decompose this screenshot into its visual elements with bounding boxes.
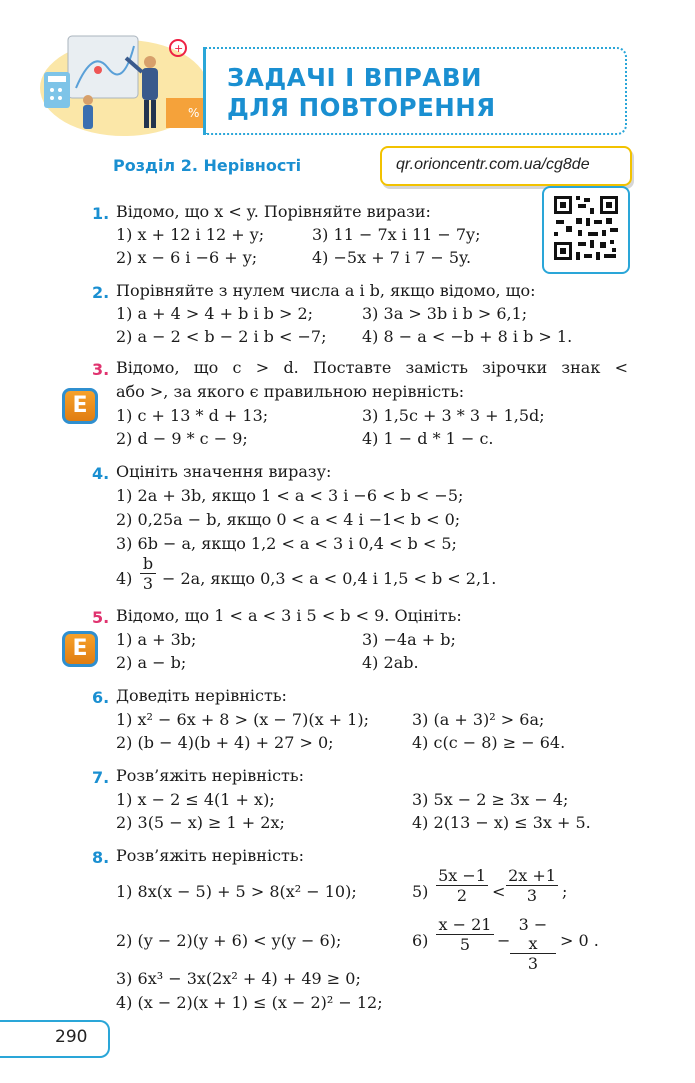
minus-sign: −: [497, 931, 511, 950]
task-8-item-label: 5): [412, 882, 429, 901]
task-2-item: 3) 3a > 3b і b > 6,1;: [362, 304, 528, 323]
task-8-number: 8.: [92, 848, 110, 867]
task-7-item: 2) 3(5 − x) ≥ 1 + 2x;: [116, 813, 285, 832]
task-8-5-fraction-left: [436, 866, 488, 905]
task-2-statement: Порівняйте з нулем числа a і b, якщо відомо, що:: [116, 281, 536, 300]
task-5-item: 3) −4a + b;: [362, 630, 456, 649]
task-8-item: 2) (y − 2)(y + 6) < y(y − 6);: [116, 931, 342, 950]
task-4-fraction: [140, 554, 156, 593]
task-6-item: 4) c(c − 8) ≥ − 64.: [412, 733, 566, 752]
greater-than-zero: > 0 .: [560, 931, 599, 950]
fraction-denominator: 5: [459, 935, 471, 954]
fraction-numerator: 5x −1: [436, 866, 488, 886]
task-8-item-label: 6): [412, 931, 429, 950]
task-8-item: 4) (x − 2)(x + 1) ≤ (x − 2)² − 12;: [116, 993, 383, 1012]
qr-code-icon: [544, 188, 628, 272]
task-3-item: 3) 1,5c + 3 * 3 + 1,5d;: [362, 406, 545, 425]
e-badge: Е: [62, 631, 98, 667]
task-4-item: 3) 6b − a, якщо 1,2 < a < 3 і 0,4 < b < 5;: [116, 534, 457, 553]
task-8-6-fraction-right: [510, 915, 556, 973]
task-7-statement: Розв’яжіть нерівність:: [116, 766, 304, 785]
task-3-item: 4) 1 − d * 1 − c.: [362, 429, 494, 448]
task-3-item: 1) c + 13 * d + 13;: [116, 406, 269, 425]
task-1-item: 1) x + 12 і 12 + y;: [116, 225, 265, 244]
task-4-item: 2) 0,25a − b, якщо 0 < a < 4 і −1< b < 0;: [116, 510, 461, 529]
fraction-numerator: x − 21: [436, 915, 494, 935]
task-2-number: 2.: [92, 283, 110, 302]
qr-url-link[interactable]: qr.orioncentr.com.ua/cg8de: [396, 156, 590, 173]
task-5-item: 2) a − b;: [116, 653, 187, 672]
fraction-numerator: 2x +1: [506, 866, 558, 886]
less-than-sign: <: [492, 882, 506, 901]
task-8-item: 1) 8x(x − 5) + 5 > 8(x² − 10);: [116, 882, 357, 901]
section-title: Розділ 2. Нерівності: [113, 156, 302, 175]
fraction-numerator: b: [140, 554, 156, 574]
e-badge: Е: [62, 388, 98, 424]
title-line-2: ДЛЯ ПОВТОРЕННЯ: [227, 93, 496, 122]
fraction-numerator: 3 − x: [510, 915, 556, 954]
fraction-denominator: 2: [456, 886, 468, 905]
fraction-denominator: 3: [142, 574, 154, 593]
page-number: 290: [55, 1027, 88, 1047]
header-illustration: [38, 28, 210, 136]
fraction-denominator: 3: [526, 886, 538, 905]
task-2-item: 4) 8 − a < −b + 8 і b > 1.: [362, 327, 573, 346]
task-7-number: 7.: [92, 768, 110, 787]
task-3-number: 3.: [92, 360, 110, 379]
title-line-1: ЗАДАЧІ І ВПРАВИ: [227, 63, 483, 92]
task-7-item: 4) 2(13 − x) ≤ 3x + 5.: [412, 813, 591, 832]
task-5-item: 1) a + 3b;: [116, 630, 197, 649]
task-5-number: 5.: [92, 608, 110, 627]
title-box: [205, 47, 627, 135]
qr-code[interactable]: [542, 186, 630, 274]
task-8-item: 3) 6x³ − 3x(2x² + 4) + 49 ≥ 0;: [116, 969, 361, 988]
task-1-item: 4) −5x + 7 і 7 − 5y.: [312, 248, 472, 267]
task-1-item: 3) 11 − 7x і 11 − 7y;: [312, 225, 481, 244]
task-1-item: 2) x − 6 і −6 + y;: [116, 248, 258, 267]
task-1-number: 1.: [92, 204, 110, 223]
task-2-item: 1) a + 4 > 4 + b і b > 2;: [116, 304, 314, 323]
task-8-5-fraction-right: [506, 866, 558, 905]
task-4-item: − 2a, якщо 0,3 < a < 0,4 і 1,5 < b < 2,1.: [162, 569, 497, 588]
task-2-item: 2) a − 2 < b − 2 і b < −7;: [116, 327, 327, 346]
task-7-item: 3) 5x − 2 ≥ 3x − 4;: [412, 790, 569, 809]
task-5-statement: Відомо, що 1 < a < 3 і 5 < b < 9. Оцініть:: [116, 606, 462, 625]
task-6-number: 6.: [92, 688, 110, 707]
task-4-number: 4.: [92, 464, 110, 483]
svg-text:+: +: [174, 42, 184, 55]
task-8-statement: Розв’яжіть нерівність:: [116, 846, 304, 865]
task-4-item-label: 4): [116, 569, 133, 588]
task-1-statement: Відомо, що x < y. Порівняйте вирази:: [116, 202, 431, 221]
task-6-item: 2) (b − 4)(b + 4) + 27 > 0;: [116, 733, 334, 752]
task-6-item: 1) x² − 6x + 8 > (x − 7)(x + 1);: [116, 710, 369, 729]
task-3-statement-cont: або >, за якого є правильною нерівність:: [116, 382, 465, 401]
svg-text:%: %: [188, 106, 200, 120]
task-3-item: 2) d − 9 * c − 9;: [116, 429, 248, 448]
task-7-item: 1) x − 2 ≤ 4(1 + x);: [116, 790, 275, 809]
task-3-statement: Відомо, що c > d. Поставте замість зірочки знак <: [116, 358, 628, 377]
task-4-item: 1) 2a + 3b, якщо 1 < a < 3 і −6 < b < −5;: [116, 486, 464, 505]
fraction-denominator: 3: [527, 954, 539, 973]
semicolon: ;: [562, 882, 568, 901]
task-6-statement: Доведіть нерівність:: [116, 686, 287, 705]
task-5-item: 4) 2ab.: [362, 653, 419, 672]
task-8-6-fraction-left: [436, 915, 494, 954]
task-6-item: 3) (a + 3)² > 6a;: [412, 710, 545, 729]
task-4-statement: Оцініть значення виразу:: [116, 462, 332, 481]
